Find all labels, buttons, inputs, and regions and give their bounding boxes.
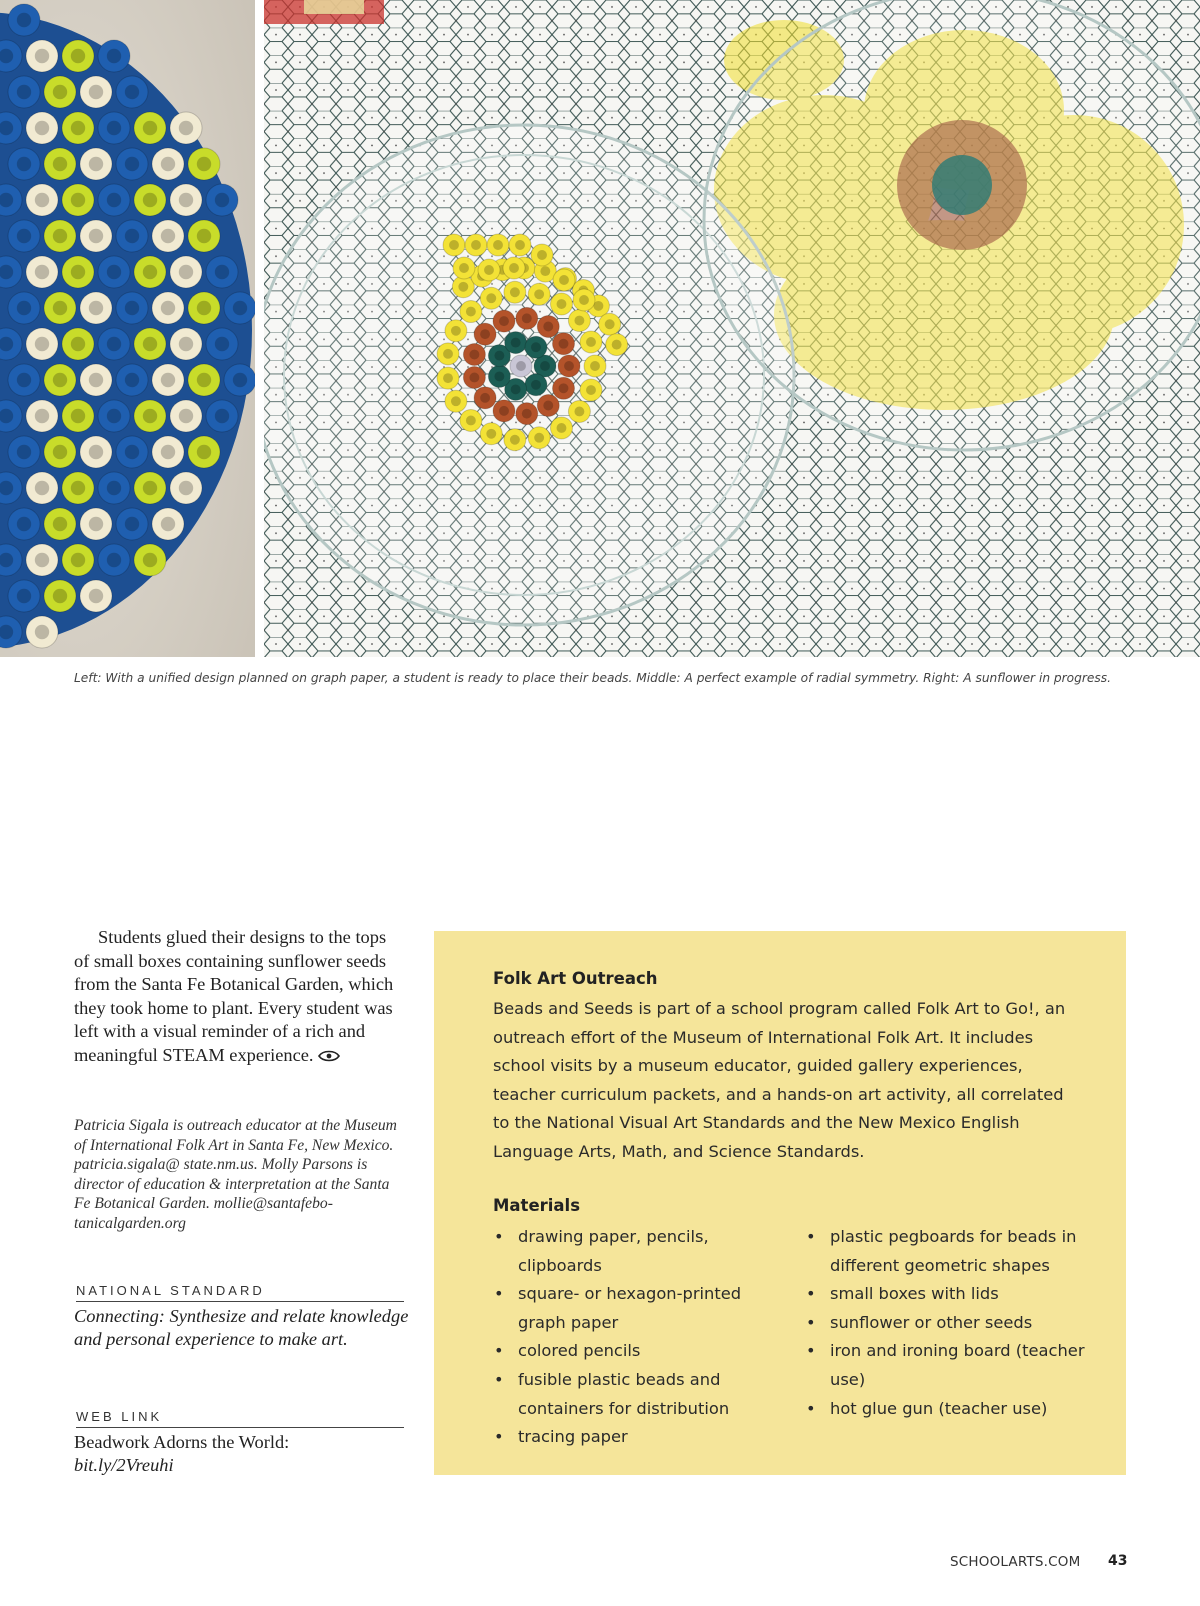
materials-list-item: • sunflower or other seeds bbox=[805, 1309, 1105, 1338]
materials-list-item: • hot glue gun (teacher use) bbox=[805, 1395, 1105, 1424]
national-standard-text: Connecting: Synthesize and relate knowledge and personal experience to make art. bbox=[74, 1306, 409, 1349]
national-standard-label: NATIONAL STANDARD bbox=[76, 1283, 404, 1302]
web-link-label: WEB LINK bbox=[76, 1409, 404, 1428]
outreach-text: Beads and Seeds is part of a school program called Folk Art to Go!, an outreach effort of the Museum of International Folk Art. It includes school visits by a museum educator, guided gallery experiences, teacher curriculum packets, and a hands-on art activity, all correlated to the National Visual Art Standards and the New Mexico English Language Arts, Math, and Science Standards. bbox=[493, 999, 1066, 1161]
photo-sunflower-pegboard bbox=[264, 0, 1200, 657]
materials-heading: Materials bbox=[493, 1196, 581, 1215]
materials-list-item: • tracing paper bbox=[493, 1423, 773, 1452]
folk-art-outreach-sidebar bbox=[434, 931, 1126, 1475]
bead-circle-illustration bbox=[0, 0, 255, 657]
article-body-paragraph bbox=[74, 926, 404, 1067]
author-bio: Patricia Sigala is outreach educator at the Museum of International Folk Art in Santa Fe, New Mexico. patricia.sigala@ state.nm.us. Molly Parsons is director of education & interpretation at the Santa Fe Botanical Garden. mollie@santafebo- tanicalgarden.org bbox=[74, 1117, 397, 1232]
end-of-article-icon bbox=[318, 1050, 340, 1062]
materials-list-column-2 bbox=[805, 1223, 1105, 1423]
materials-list-item: • drawing paper, pencils, clipboards bbox=[493, 1223, 773, 1280]
page-number: 43 bbox=[1108, 1553, 1128, 1569]
materials-list-item: • plastic pegboards for beads in different geometric shapes bbox=[805, 1223, 1105, 1280]
materials-list-item: • small boxes with lids bbox=[805, 1280, 1105, 1309]
materials-list-item: • fusible plastic beads and containers for distribution bbox=[493, 1366, 773, 1423]
footer-site-name: SCHOOLARTS.COM bbox=[950, 1554, 1081, 1570]
materials-list-item: • colored pencils bbox=[493, 1337, 773, 1366]
web-link-url[interactable]: bit.ly/2Vreuhi bbox=[74, 1455, 174, 1475]
pegboard-illustration bbox=[264, 0, 1200, 657]
materials-list-item: • square- or hexagon-printed graph paper bbox=[493, 1280, 773, 1337]
article-body-text: Students glued their designs to the tops of small boxes containing sunflower seeds from the Santa Fe Botanical Garden, which they took home to plant. Every student was left with a visual reminder of a rich and meaningful STEAM experience. bbox=[74, 927, 394, 1065]
materials-list-item: • iron and ironing board (teacher use) bbox=[805, 1337, 1105, 1394]
photo-caption: Left: With a unified design planned on graph paper, a student is ready to place their beads. Middle: A perfect example of radial symmetry. Right: A sunflower in progress. bbox=[74, 671, 1111, 685]
web-link-title: Beadwork Adorns the World: bbox=[74, 1432, 290, 1452]
web-link-block bbox=[74, 1431, 404, 1477]
photo-bead-pattern-left bbox=[0, 0, 255, 657]
materials-list-column-1 bbox=[493, 1223, 773, 1452]
outreach-heading: Folk Art Outreach bbox=[493, 969, 658, 988]
